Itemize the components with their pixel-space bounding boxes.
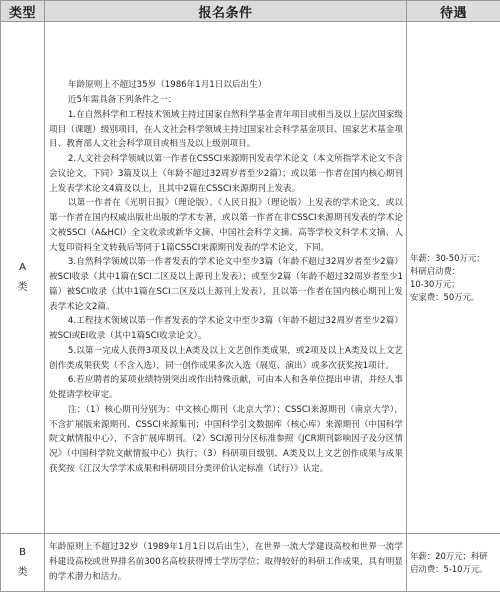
condition-item-5: 5.以第一完成人获得3项及以上A类及以上文艺创作类成果，或2项及以上A类及以上文艺创作类成果获奖（不含入选），同一创作成果多次入选（展览、演出）或多次获奖按1项计。 <box>49 345 403 371</box>
table-row-b <box>1 534 500 592</box>
type-label-b: B <box>19 546 26 558</box>
benefit-a-startup-label: 科研启动费： <box>410 265 461 276</box>
condition-item-3: 3.自然科学领域以第一作者发表的学术论文中至少3篇（年龄不超过32周岁者至少2篇）被SCI收录（其中1篇在SCI二区及以上源刊上发表）；或至少2篇（年龄不超过32周岁者至少1篇）被SCI收录（其中1篇在SCI二区及以上源刊上发表），且以第一作者在国内核心期刊上发表学术论文2篇。 <box>49 257 403 312</box>
benefit-a-startup-value: 10-30万元； <box>410 278 460 289</box>
condition-item-2: 2.人文社会科学领域以第一作者在CSSCI来源期刊发表学术论文（本文所指学术论文不含会议论文，下同）3篇及以上（年龄不超过32周岁者至少2篇）；或以第一作者在国内核心期刊上发表学术论文4篇及以上，且其中2篇在CSSCI来源期刊上发表。 <box>49 154 403 194</box>
type-cell-b <box>1 534 45 592</box>
benefits-cell-a <box>407 22 500 534</box>
type-label-a: A <box>19 261 26 273</box>
benefit-b-salary: 年薪：20万元；科研 <box>410 550 488 561</box>
condition-b: 年龄原则上不超过32岁（1989年1月1日以后出生），在世界一流大学建设高校和世界一流学科建设高校或世界排名前300名高校获得博士学历学位；取得较好的科研工作成果，具有明显的学术潜力和活力。 <box>49 542 403 582</box>
condition-item-1: 1.在自然科学和工程技术领域主持过国家自然科学基金青年项目或相当及以上层次国家级项目（课题）级别项目，在人文社会科学领域主持过国家社会科学基金项目、国家艺术基金项目、教育部人文社会科学项目或相当及以上级别项目。 <box>49 109 403 150</box>
type-label-a-suffix: 类 <box>17 281 28 293</box>
table-row-a <box>1 22 500 534</box>
condition-age-a: 年龄原则上不超过35岁（1986年1月1日以后出生） <box>67 80 267 91</box>
conditions-cell-a <box>45 22 407 534</box>
benefit-a-housing: 安家费：50万元。 <box>410 291 480 302</box>
type-label-b-suffix: 类 <box>17 566 28 578</box>
condition-item-4: 4.工程技术领域以第一作者发表的学术论文中至少3篇（年龄不超过32周岁者至少2篇）被SCI或EI收录（其中1篇SCI收录论文）。 <box>49 316 403 342</box>
header-benefits: 待遇 <box>407 1 500 22</box>
condition-intro-a: 近5年需具备下列条件之一： <box>67 95 177 106</box>
header-conditions: 报名条件 <box>45 1 407 22</box>
condition-item-2-note: 以第一作者在《光明日报》（理论版）、《人民日报》（理论版）上发表的学术论文，或以第一作者在国内权威出版社出版的学术专著，或以第一作者在非CSSCI来源期刊发表的学术论文被SSCI（A&HCI）全文收录或新华文摘、中国社会科学文摘、高等学校文科学术文摘、人大复印资料全文转载后等同于1篇CSSCI来源期刊发表的学术论文，下同。 <box>49 198 403 253</box>
benefits-cell-b <box>407 534 500 592</box>
type-cell-a <box>1 22 45 534</box>
header-type: 类型 <box>1 1 45 22</box>
condition-item-6: 6.若应聘者的某项业绩特别突出或作出特殊贡献，可由本人和各单位提出申请，并经人事处提请学校审定。 <box>49 375 403 401</box>
condition-footnote: 注：（1）核心期刊分别为：中文核心期刊（北京大学）；CSSCI来源期刊（南京大学），不含扩展版来源期刊、CSSCI来源集刊；中国科学引文数据库（核心库）来源期刊（中国科学院文献情报中心），不含扩展库期刊。（2）SCI源刊分区标准参照《JCR期刊影响因子及分区情况》（中国科学院文献情报中心）执行；（3）科研项目级别、A类及以上文艺创作成果与成果获奖按《江汉大学学术成果和科研项目分类评价认定标准（试行）》认定。 <box>49 404 403 474</box>
benefit-b-startup: 启动费：5-10万元。 <box>410 563 488 574</box>
conditions-cell-b <box>45 534 407 592</box>
benefit-a-salary: 年薪：30-50万元； <box>410 252 485 263</box>
header-row <box>1 1 500 22</box>
